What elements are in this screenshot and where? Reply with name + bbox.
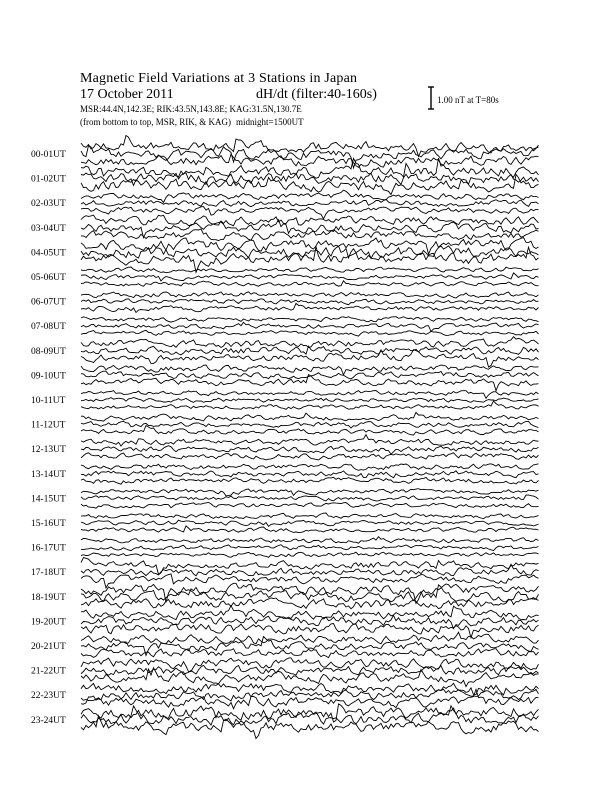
- row-label-16-17UT: 16-17UT: [31, 543, 66, 554]
- trace-17-18UT-MSR: [81, 574, 539, 588]
- trace-07-08UT-MSR: [81, 330, 539, 336]
- trace-07-08UT-KAG: [81, 317, 539, 322]
- trace-15-16UT-KAG: [81, 513, 539, 519]
- row-label-09-10UT: 09-10UT: [31, 371, 66, 382]
- row-label-18-19UT: 18-19UT: [31, 592, 66, 603]
- trace-02-03UT-RIK: [81, 199, 539, 206]
- row-label-21-22UT: 21-22UT: [31, 666, 66, 677]
- trace-23-24UT-RIK: [81, 706, 539, 725]
- row-label-08-09UT: 08-09UT: [31, 346, 66, 357]
- trace-19-20UT-RIK: [81, 615, 539, 628]
- trace-23-24UT-MSR: [81, 716, 539, 739]
- trace-20-21UT-RIK: [81, 637, 539, 656]
- trace-09-10UT-MSR: [81, 375, 539, 391]
- row-label-20-21UT: 20-21UT: [31, 642, 66, 652]
- trace-05-06UT-RIK: [81, 273, 539, 281]
- row-label-22-23UT: 22-23UT: [31, 691, 66, 702]
- trace-03-04UT-RIK: [81, 220, 539, 238]
- row-label-02-03UT: 02-03UT: [31, 199, 66, 210]
- trace-01-02UT-MSR: [81, 174, 539, 194]
- row-label-11-12UT: 11-12UT: [31, 420, 66, 431]
- trace-04-05UT-RIK: [81, 246, 539, 258]
- trace-06-07UT-KAG: [81, 292, 539, 298]
- trace-20-21UT-MSR: [81, 649, 539, 658]
- trace-02-03UT-KAG: [81, 190, 539, 202]
- row-label-06-07UT: 06-07UT: [31, 297, 66, 308]
- trace-06-07UT-RIK: [81, 299, 539, 305]
- trace-19-20UT-KAG: [81, 606, 539, 620]
- trace-05-06UT-KAG: [81, 267, 539, 273]
- trace-12-13UT-KAG: [81, 435, 539, 446]
- trace-14-15UT-MSR: [81, 502, 539, 508]
- row-label-13-14UT: 13-14UT: [31, 469, 66, 480]
- row-label-05-06UT: 05-06UT: [31, 273, 66, 283]
- trace-22-23UT-KAG: [81, 683, 539, 695]
- trace-14-15UT-KAG: [81, 489, 539, 496]
- trace-16-17UT-RIK: [81, 545, 539, 551]
- trace-13-14UT-MSR: [81, 477, 539, 484]
- trace-18-19UT-MSR: [81, 598, 539, 609]
- row-label-04-05UT: 04-05UT: [31, 248, 66, 259]
- trace-11-12UT-RIK: [81, 421, 539, 428]
- row-label-14-15UT: 14-15UT: [31, 494, 66, 505]
- trace-11-12UT-MSR: [81, 426, 539, 436]
- trace-07-08UT-RIK: [81, 322, 539, 331]
- date-label: 17 October 2011: [80, 87, 174, 102]
- row-label-15-16UT: 15-16UT: [31, 519, 66, 529]
- trace-11-12UT-KAG: [81, 412, 539, 421]
- row-label-01-02UT: 01-02UT: [31, 174, 66, 185]
- row-label-10-11UT: 10-11UT: [31, 396, 66, 406]
- trace-03-04UT-KAG: [81, 215, 539, 226]
- trace-12-13UT-RIK: [81, 446, 539, 455]
- station-coordinates: MSR:44.4N,142.3E; RIK:43.5N,143.8E; KAG:31.5N,130.7E: [80, 104, 302, 114]
- trace-13-14UT-KAG: [81, 464, 539, 471]
- row-label-12-13UT: 12-13UT: [31, 445, 66, 456]
- row-label-23-24UT: 23-24UT: [31, 715, 66, 726]
- trace-21-22UT-KAG: [81, 658, 539, 672]
- trace-22-23UT-MSR: [81, 689, 539, 708]
- trace-08-09UT-KAG: [81, 337, 539, 348]
- trace-06-07UT-MSR: [81, 303, 539, 312]
- trace-16-17UT-KAG: [81, 537, 539, 544]
- trace-12-13UT-MSR: [81, 453, 539, 460]
- order-label: (from bottom to top, MSR, RIK, & KAG): [80, 117, 232, 127]
- trace-08-09UT-MSR: [81, 350, 539, 367]
- trace-05-06UT-MSR: [81, 281, 539, 286]
- chart-title: Magnetic Field Variations at 3 Stations in Japan: [80, 71, 358, 86]
- trace-15-16UT-RIK: [81, 520, 539, 526]
- row-label-00-01UT: 00-01UT: [31, 150, 66, 160]
- trace-16-17UT-MSR: [81, 552, 539, 557]
- trace-02-03UT-MSR: [81, 207, 539, 219]
- trace-00-01UT-MSR: [81, 154, 539, 167]
- filter-label: dH/dt (filter:40-160s): [256, 87, 377, 102]
- trace-14-15UT-RIK: [81, 495, 539, 501]
- trace-19-20UT-MSR: [81, 624, 539, 638]
- row-label-19-20UT: 19-20UT: [31, 617, 66, 628]
- trace-15-16UT-MSR: [81, 526, 539, 533]
- trace-10-11UT-RIK: [81, 398, 539, 403]
- row-label-07-08UT: 07-08UT: [31, 322, 66, 333]
- scale-label: 1.00 nT at T=80s: [437, 95, 499, 105]
- midnight-label: midnight=1500UT: [236, 117, 304, 127]
- trace-21-22UT-RIK: [81, 665, 539, 675]
- row-label-17-18UT: 17-18UT: [31, 568, 66, 579]
- trace-13-14UT-RIK: [81, 471, 539, 478]
- trace-10-11UT-KAG: [81, 391, 539, 399]
- row-label-03-04UT: 03-04UT: [31, 223, 66, 234]
- trace-23-24UT-KAG: [81, 704, 539, 722]
